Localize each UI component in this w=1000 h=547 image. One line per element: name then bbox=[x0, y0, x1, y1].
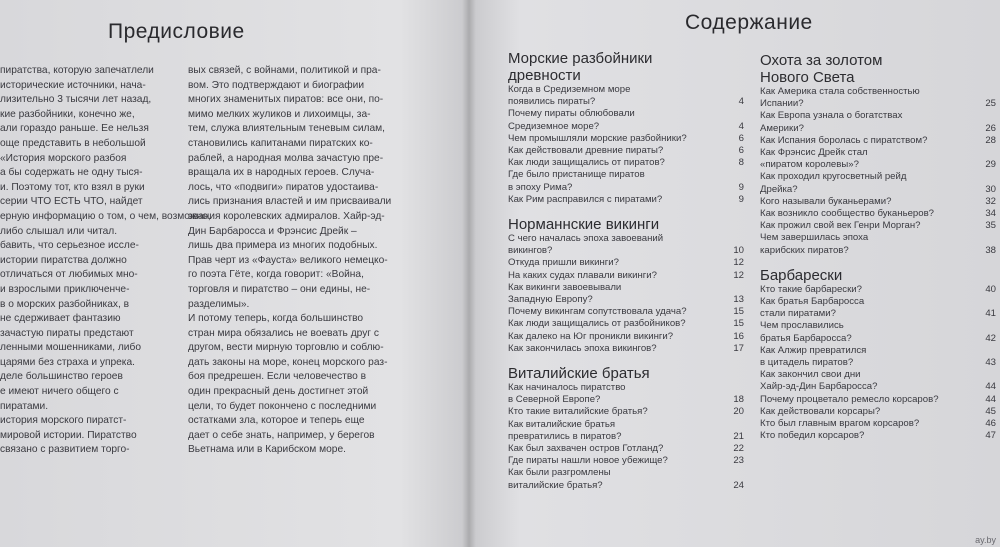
preface-text-line: и взрослыми приключенче- bbox=[0, 283, 130, 295]
preface-text-line: а бы содержать не одну тыся- bbox=[0, 167, 143, 179]
toc-entry[interactable] bbox=[508, 133, 744, 145]
toc-entry[interactable] bbox=[760, 208, 996, 220]
contents-column-2 bbox=[760, 52, 996, 452]
preface-text-line: стран мира обязались не воевать друг с bbox=[188, 327, 379, 339]
toc-entry-label: Кто такие барбарески? bbox=[760, 283, 862, 295]
toc-entry-label: Чем завершилась эпоха bbox=[760, 232, 869, 244]
toc-entry[interactable] bbox=[760, 369, 996, 393]
toc-entry-label: Как были разгромлены bbox=[508, 467, 611, 479]
toc-section-heading-line: Виталийские братья bbox=[508, 365, 650, 383]
toc-entry[interactable] bbox=[760, 232, 996, 256]
toc-entry[interactable] bbox=[508, 455, 744, 467]
toc-entry-label: Как действовали древние пираты? bbox=[508, 145, 664, 157]
toc-section-heading bbox=[760, 267, 996, 284]
toc-entry-page: 34 bbox=[985, 208, 996, 220]
toc-section bbox=[508, 365, 744, 492]
preface-text-line: дать законы на море, конец морского раз- bbox=[188, 356, 388, 368]
toc-entry[interactable] bbox=[508, 270, 744, 282]
toc-entry-label: Как Америка стала собственностью bbox=[760, 86, 920, 97]
toc-entry[interactable] bbox=[760, 418, 996, 430]
toc-entry[interactable] bbox=[760, 394, 996, 406]
preface-text-line: связано с развитием торго- bbox=[0, 444, 130, 456]
toc-entry[interactable] bbox=[760, 406, 996, 418]
toc-section-heading bbox=[508, 365, 744, 382]
toc-entry[interactable] bbox=[760, 110, 996, 134]
toc-entry[interactable] bbox=[760, 135, 996, 147]
toc-entry-page: 38 bbox=[985, 244, 996, 256]
toc-entry-page: 6 bbox=[738, 145, 744, 157]
toc-entry-label: Испании? bbox=[760, 98, 804, 110]
toc-entry[interactable] bbox=[760, 320, 996, 344]
toc-entry-page: 4 bbox=[738, 96, 744, 108]
toc-section-heading-line: Нового Света bbox=[760, 69, 855, 86]
toc-entry-label: Как был захвачен остров Готланд? bbox=[508, 443, 664, 455]
toc-entry-label: Чем промышляли морские разбойники? bbox=[508, 132, 687, 144]
toc-entry-page: 29 bbox=[985, 159, 996, 171]
toc-entry[interactable] bbox=[508, 443, 744, 455]
toc-section-heading-line: древности bbox=[508, 67, 581, 84]
preface-text-line: вращала их в народных героев. Случа- bbox=[188, 167, 375, 179]
preface-text-line: раблей, а народная молва зачастую пре- bbox=[188, 152, 384, 164]
preface-text-line: остатками зла, которое и теперь еще bbox=[188, 415, 365, 427]
preface-text-line: боя предрешен. Если человечество в bbox=[188, 371, 367, 383]
toc-entry-page: 12 bbox=[733, 269, 744, 281]
toc-entry-page: 46 bbox=[985, 418, 996, 430]
preface-text-line: дает о себе знать, например, у берегов bbox=[188, 429, 375, 441]
preface-text-line: торговля и пиратство – они едины, не- bbox=[188, 283, 371, 295]
book-gutter bbox=[462, 0, 476, 547]
toc-entry[interactable] bbox=[508, 233, 744, 257]
toc-entry-page: 17 bbox=[733, 342, 744, 354]
preface-text-line: и. Поэтому тот, кто взял в руки bbox=[0, 181, 145, 193]
preface-text-line: бавить, что серьезное иссле- bbox=[0, 240, 139, 252]
toc-entry-label: Откуда пришли викинги? bbox=[508, 257, 619, 269]
toc-section-heading bbox=[760, 52, 996, 86]
toc-entry[interactable] bbox=[760, 171, 996, 195]
toc-entry-label: Как братья Барбаросса bbox=[760, 296, 865, 308]
preface-text-line: лизительно 3 тысячи лет назад, bbox=[0, 94, 152, 106]
toc-entry-page: 6 bbox=[738, 132, 744, 144]
toc-entry-label: Как закончил свои дни bbox=[760, 369, 861, 381]
toc-entry-label: Почему пираты облюбовали bbox=[508, 108, 635, 120]
toc-entry-page: 25 bbox=[985, 98, 996, 110]
toc-entry-label: появились пираты? bbox=[508, 96, 596, 108]
toc-entry-page: 23 bbox=[733, 455, 744, 467]
toc-entry-label: Когда в Средиземном море bbox=[508, 84, 631, 95]
toc-entry-page: 4 bbox=[738, 120, 744, 132]
preface-text-line: «История морского разбоя bbox=[0, 152, 127, 164]
toc-entry-label: Как возникло сообщество буканьеров? bbox=[760, 208, 935, 220]
preface-text-line: история морского пиратст- bbox=[0, 415, 127, 427]
toc-section bbox=[508, 50, 744, 206]
toc-entry[interactable] bbox=[760, 196, 996, 208]
toc-entry-label: превратились в пиратов? bbox=[508, 430, 622, 442]
toc-entry[interactable] bbox=[760, 86, 996, 110]
toc-entry-label: Почему процветало ремесло корсаров? bbox=[760, 393, 939, 405]
toc-entry-page: 21 bbox=[733, 430, 744, 442]
toc-entry[interactable] bbox=[760, 296, 996, 320]
contents-column-1 bbox=[508, 50, 744, 502]
toc-entry-page: 44 bbox=[985, 381, 996, 393]
toc-entry-label: На каких судах плавали викинги? bbox=[508, 269, 657, 281]
toc-entry-label: «пиратом королевы»? bbox=[760, 159, 859, 171]
toc-entry-label: С чего началась эпоха завоеваний bbox=[508, 233, 664, 245]
preface-text-line: пиратства, которую запечатлели bbox=[0, 65, 154, 76]
preface-text-line: деле большинство героев bbox=[0, 371, 123, 383]
preface-text-line: другом, вести мирную торговлю и соблю- bbox=[188, 342, 384, 354]
preface-text-line: лись признания властей и им присваивали bbox=[188, 196, 392, 208]
preface-text-line: отличаться от любимых мно- bbox=[0, 269, 138, 281]
toc-entry[interactable] bbox=[508, 108, 744, 132]
toc-entry-page: 45 bbox=[985, 405, 996, 417]
toc-entry-page: 26 bbox=[985, 122, 996, 134]
toc-section-heading-line: Барбарески bbox=[760, 266, 843, 284]
toc-entry[interactable] bbox=[508, 145, 744, 157]
preface-text-line: становились капитанами пиратских ко- bbox=[188, 137, 373, 149]
toc-entry-page: 18 bbox=[733, 394, 744, 406]
toc-entry[interactable] bbox=[508, 419, 744, 443]
preface-text-line: один прекрасный день достигнет этой bbox=[188, 386, 369, 398]
toc-entry-label: Где пираты нашли новое убежище? bbox=[508, 455, 668, 467]
toc-section bbox=[760, 267, 996, 443]
preface-text-line: многих знаменитых пиратов: все они, по- bbox=[188, 94, 384, 106]
toc-entry-page: 15 bbox=[733, 306, 744, 318]
toc-entry-label: стали пиратами? bbox=[760, 308, 836, 320]
toc-section-heading-line: Норманнские викинги bbox=[508, 216, 660, 234]
preface-text-line: го поэта Гёте, когда говорит: «Война, bbox=[188, 269, 364, 281]
toc-entry-label: в цитадель пиратов? bbox=[760, 357, 854, 369]
toc-entry-page: 9 bbox=[738, 181, 744, 193]
toc-entry-label: Как закончилась эпоха викингов? bbox=[508, 342, 657, 354]
toc-entry[interactable] bbox=[508, 257, 744, 269]
toc-section-heading bbox=[508, 50, 744, 84]
toc-entry[interactable] bbox=[760, 284, 996, 296]
toc-entry-page: 10 bbox=[733, 245, 744, 257]
preface-text-line: либо слышал или читал. bbox=[0, 225, 118, 237]
toc-entry[interactable] bbox=[508, 331, 744, 343]
toc-entry[interactable] bbox=[508, 169, 744, 193]
toc-entry-page: 42 bbox=[985, 332, 996, 344]
toc-entry-label: братья Барбаросса? bbox=[760, 332, 852, 344]
toc-entry-label: викингов? bbox=[508, 245, 553, 257]
toc-entry-label: Как прожил свой век Генри Морган? bbox=[760, 220, 921, 232]
toc-entry-label: Как викинги завоевывали bbox=[508, 281, 622, 293]
preface-text-line: Прав черт из «Фауста» великого немецко- bbox=[188, 254, 388, 266]
toc-entry-label: виталийские братья? bbox=[508, 479, 603, 491]
toc-entry-page: 40 bbox=[985, 283, 996, 295]
preface-text-line: али гораздо раньше. Ее нельзя bbox=[0, 123, 149, 135]
toc-entry-label: Дрейка? bbox=[760, 183, 798, 195]
toc-entry-page: 30 bbox=[985, 183, 996, 195]
preface-text-line: ерную информацию о том, о чем, возможно, bbox=[0, 210, 211, 222]
preface-text-line: звания королевских адмиралов. Хайр-эд- bbox=[188, 210, 385, 222]
toc-entry[interactable] bbox=[508, 318, 744, 330]
toc-entry[interactable] bbox=[508, 343, 744, 355]
toc-entry-label: Как начиналось пиратство bbox=[508, 382, 626, 394]
toc-entry-label: Как проходил кругосветный рейд bbox=[760, 171, 907, 183]
toc-entry-label: Как Рим расправился с пиратами? bbox=[508, 193, 663, 205]
toc-entry-label: Как люди защищались от пиратов? bbox=[508, 157, 665, 169]
toc-entry[interactable] bbox=[508, 467, 744, 491]
toc-entry-label: Как далеко на Юг проникли викинги? bbox=[508, 330, 674, 342]
preface-text-line: вом. Это подтверждают и биографии bbox=[188, 79, 365, 91]
toc-entry-label: Америки? bbox=[760, 122, 804, 134]
watermark: ay.by bbox=[975, 535, 996, 545]
toc-entry-label: Средиземное море? bbox=[508, 120, 600, 132]
preface-title: Предисловие bbox=[108, 20, 245, 43]
preface-text-line: не сдерживает фантазию bbox=[0, 313, 121, 325]
preface-text-line: е имеют ничего общего с bbox=[0, 386, 119, 398]
toc-entry[interactable] bbox=[760, 147, 996, 171]
toc-entry-label: Западную Европу? bbox=[508, 294, 593, 306]
toc-entry-label: карибских пиратов? bbox=[760, 244, 849, 256]
toc-entry-label: в Северной Европе? bbox=[508, 394, 601, 406]
toc-entry[interactable] bbox=[508, 382, 744, 406]
toc-entry[interactable] bbox=[508, 406, 744, 418]
preface-text-line: царями без страха и упрека. bbox=[0, 356, 135, 368]
toc-entry-label: Как Европа узнала о богатствах bbox=[760, 110, 903, 122]
preface-column-1 bbox=[0, 64, 211, 458]
toc-entry-page: 41 bbox=[985, 308, 996, 320]
toc-entry-page: 9 bbox=[738, 193, 744, 205]
toc-entry-label: в эпоху Рима? bbox=[508, 181, 573, 193]
preface-text-line: вых связей, с войнами, политикой и пра- bbox=[188, 65, 381, 76]
toc-entry-label: Как люди защищались от разбойников? bbox=[508, 318, 686, 330]
preface-text-line: серии ЧТО ЕСТЬ ЧТО, найдет bbox=[0, 196, 143, 208]
toc-entry-label: Хайр-эд-Дин Барбаросса? bbox=[760, 381, 878, 393]
preface-text-line: исторические источники, нача- bbox=[0, 79, 146, 91]
toc-entry[interactable] bbox=[760, 430, 996, 442]
toc-entry[interactable] bbox=[508, 282, 744, 306]
toc-entry-page: 20 bbox=[733, 406, 744, 418]
preface-text-line: ленными мошенниками, либо bbox=[0, 342, 141, 354]
preface-text-line: мимо мелких жуликов и лихоимцы, за- bbox=[188, 108, 371, 120]
toc-entry-page: 22 bbox=[733, 443, 744, 455]
toc-entry[interactable] bbox=[760, 345, 996, 369]
toc-entry[interactable] bbox=[508, 84, 744, 108]
preface-text-line: тем, служа влиятельным теневым силам, bbox=[188, 123, 385, 135]
toc-entry-page: 13 bbox=[733, 294, 744, 306]
toc-entry[interactable] bbox=[508, 306, 744, 318]
toc-entry-page: 43 bbox=[985, 357, 996, 369]
toc-entry-label: Как Испания боролась с пиратством? bbox=[760, 134, 928, 146]
preface-text-line: Дин Барбаросса и Фрэнсис Дрейк – bbox=[188, 225, 357, 237]
toc-entry-label: Где было пристанище пиратов bbox=[508, 169, 645, 181]
toc-entry-label: Как Алжир превратился bbox=[760, 344, 867, 356]
toc-entry-label: Как действовали корсары? bbox=[760, 405, 881, 417]
contents-title: Содержание bbox=[685, 11, 813, 34]
toc-entry-page: 16 bbox=[733, 330, 744, 342]
preface-text-line: лишь два примера из многих подобных. bbox=[188, 240, 378, 252]
toc-entry-page: 44 bbox=[985, 393, 996, 405]
preface-text-line: още представить в небольшой bbox=[0, 137, 146, 149]
toc-section bbox=[760, 52, 996, 257]
preface-text-line: мировой истории. Пиратство bbox=[0, 429, 137, 441]
toc-entry-label: Почему викингам сопутствовала удача? bbox=[508, 306, 687, 318]
preface-text-line: Вьетнама или в Карибском море. bbox=[188, 444, 346, 456]
preface-text-line: в о морских разбойниках, в bbox=[0, 298, 130, 310]
toc-entry-label: Кто был главным врагом корсаров? bbox=[760, 418, 920, 430]
toc-entry-page: 47 bbox=[985, 430, 996, 442]
toc-entry[interactable] bbox=[760, 220, 996, 232]
preface-text-line: разделимы». bbox=[188, 298, 250, 310]
toc-section bbox=[508, 216, 744, 355]
toc-entry-page: 32 bbox=[985, 195, 996, 207]
toc-section-heading-line: Охота за золотом bbox=[760, 52, 883, 69]
toc-entry-page: 12 bbox=[733, 257, 744, 269]
toc-entry-page: 28 bbox=[985, 134, 996, 146]
toc-section-heading-line: Морские разбойники bbox=[508, 50, 653, 67]
toc-entry-label: Чем прославились bbox=[760, 320, 844, 332]
preface-column-2 bbox=[188, 64, 398, 458]
preface-text-line: цели, то будет покончено с последними bbox=[188, 400, 377, 412]
toc-section-heading bbox=[508, 216, 744, 233]
toc-entry-page: 35 bbox=[985, 220, 996, 232]
preface-text-line: пиратами. bbox=[0, 400, 49, 412]
toc-entry-label: Кого называли буканьерами? bbox=[760, 195, 892, 207]
toc-entry[interactable] bbox=[508, 157, 744, 169]
toc-entry-label: Как Фрэнсис Дрейк стал bbox=[760, 147, 868, 159]
toc-entry-page: 15 bbox=[733, 318, 744, 330]
toc-entry[interactable] bbox=[508, 194, 744, 206]
preface-text-line: И потому теперь, когда большинство bbox=[188, 313, 364, 325]
preface-text-line: кие разбойники, конечно же, bbox=[0, 108, 135, 120]
preface-text-line: истории пиратства должно bbox=[0, 254, 127, 266]
toc-entry-label: Кто победил корсаров? bbox=[760, 430, 865, 442]
preface-text-line: лось, что «подвиги» пиратов удостаива- bbox=[188, 181, 379, 193]
toc-entry-page: 8 bbox=[738, 157, 744, 169]
toc-entry-label: Как виталийские братья bbox=[508, 418, 616, 430]
toc-entry-label: Кто такие виталийские братья? bbox=[508, 406, 648, 418]
toc-entry-page: 24 bbox=[733, 479, 744, 491]
preface-text-line: зачастую пираты предстают bbox=[0, 327, 134, 339]
